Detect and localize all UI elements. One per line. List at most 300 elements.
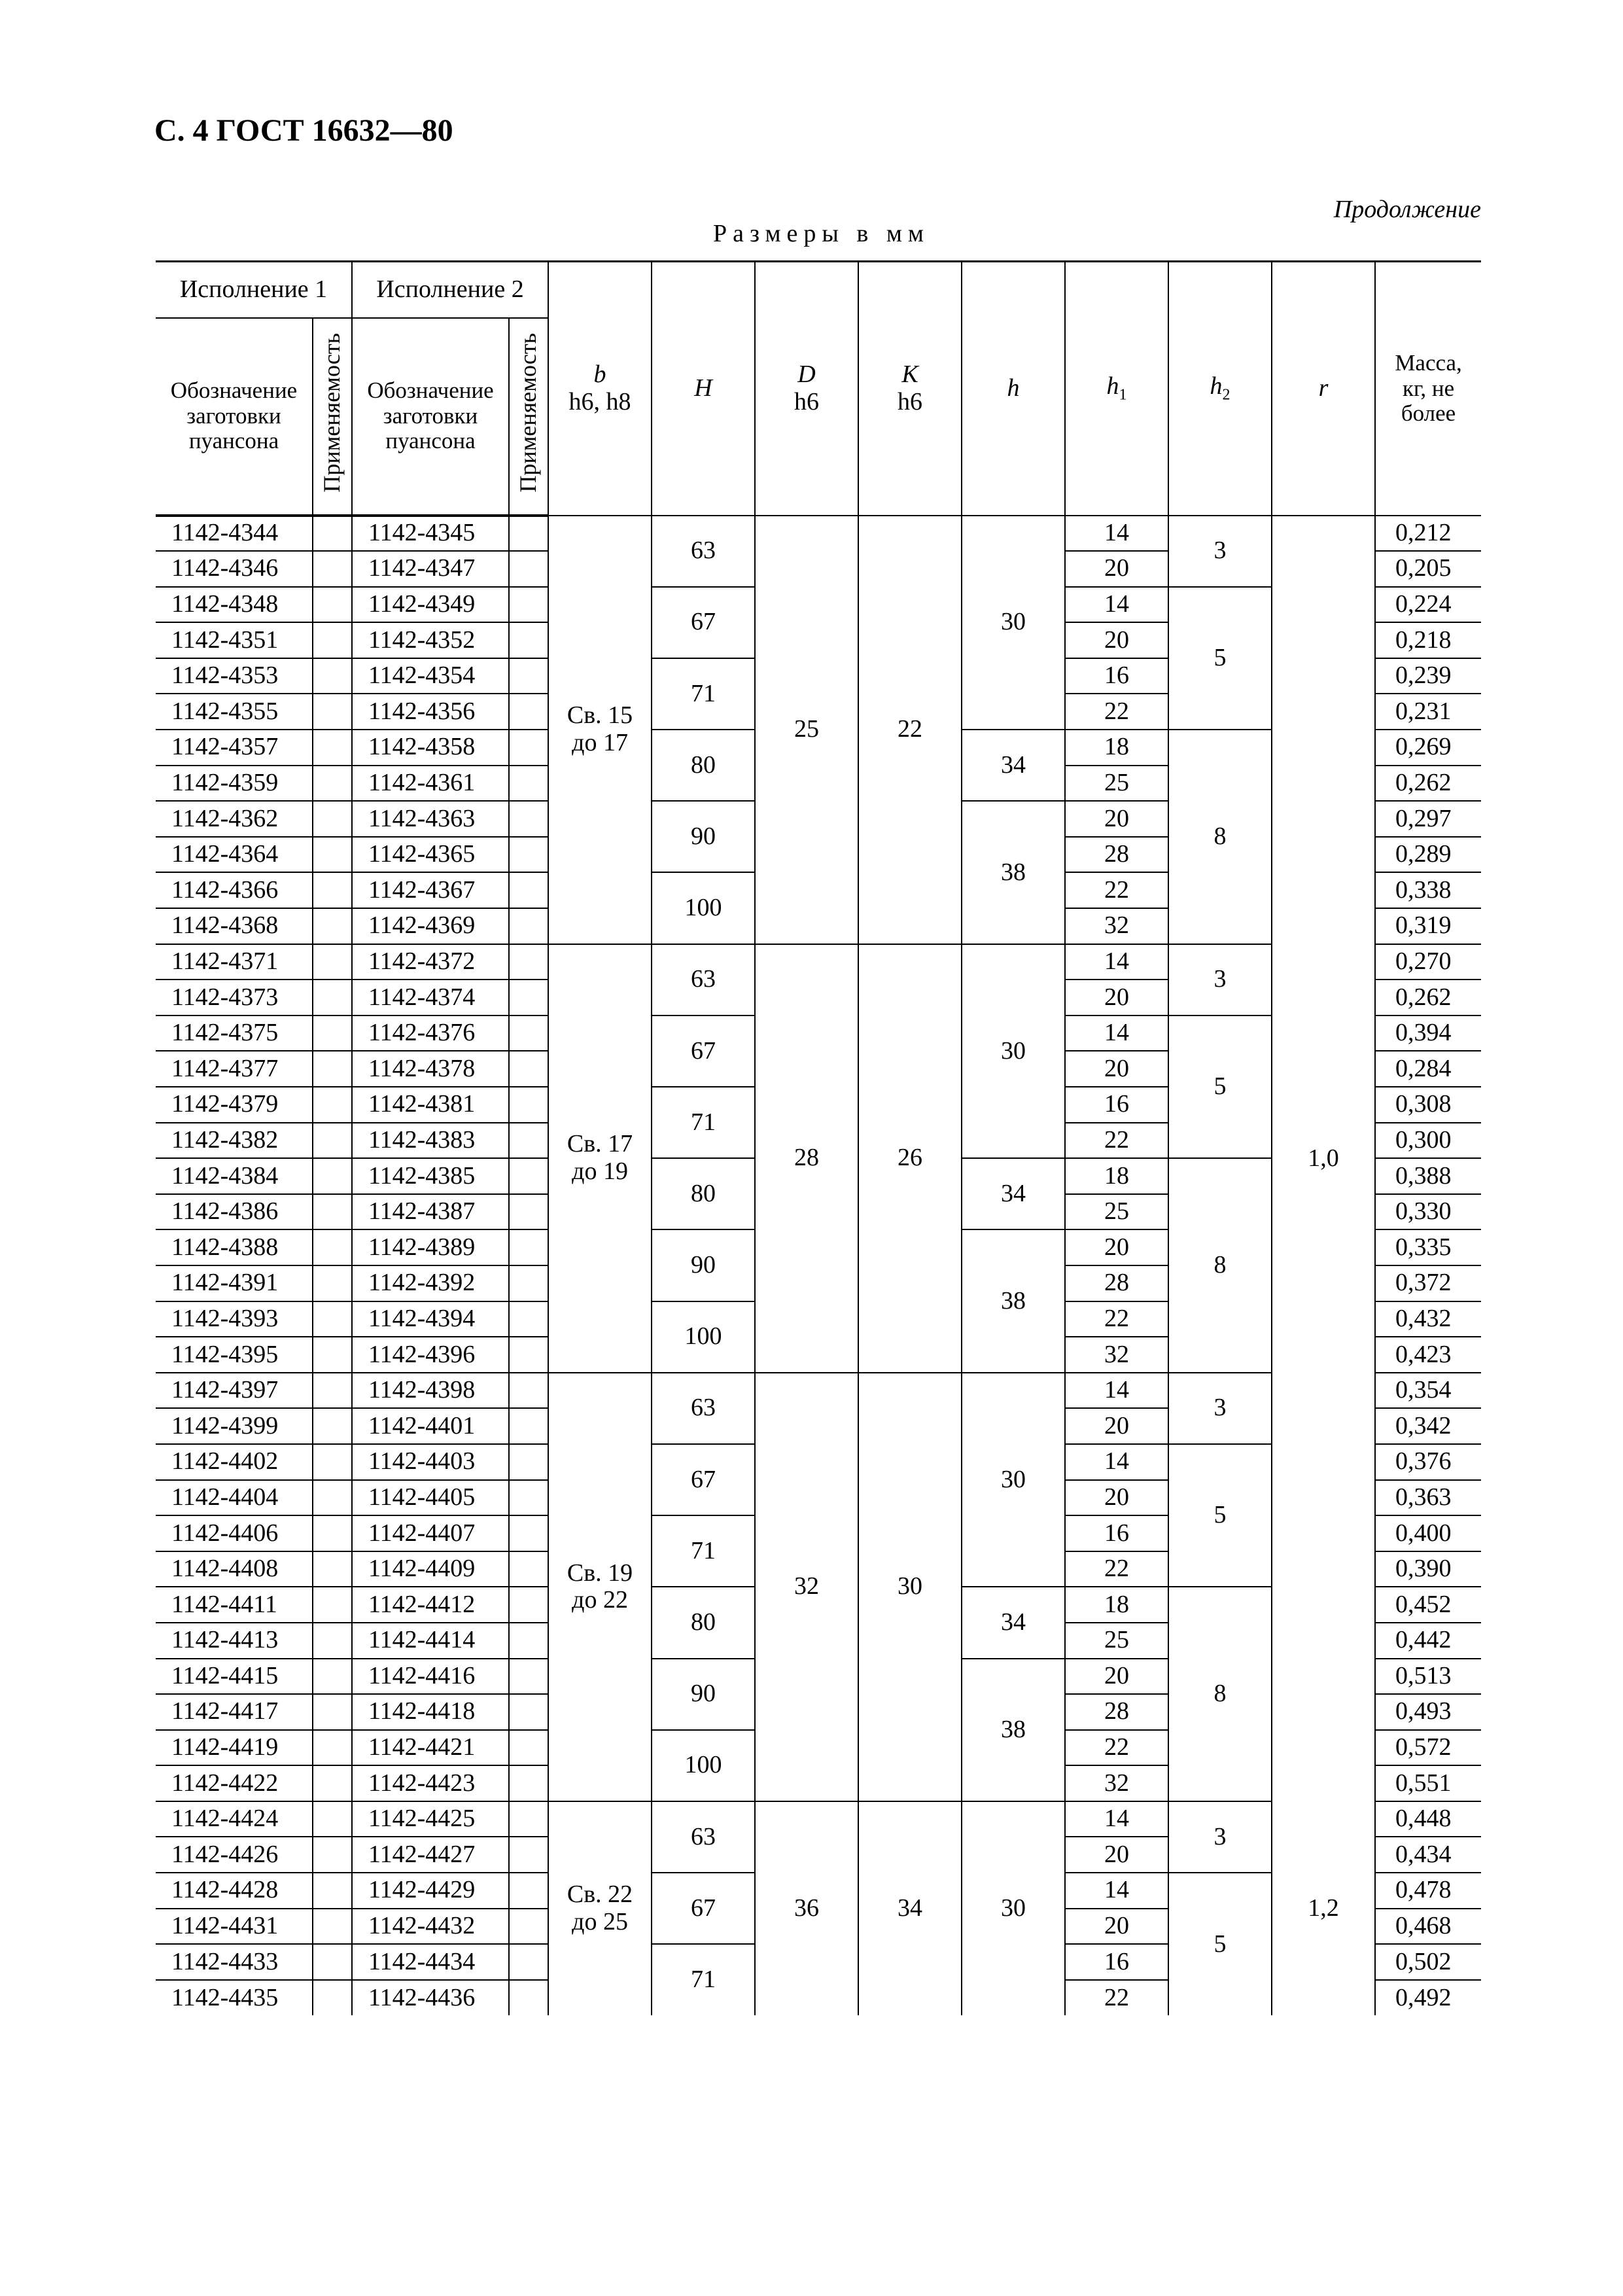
applicability-v1	[313, 1123, 352, 1159]
mass-value: 0,513	[1375, 1659, 1481, 1695]
D-value: 28	[755, 944, 858, 1373]
applicability-v2	[509, 908, 548, 944]
h1-value: 32	[1065, 908, 1168, 944]
designation-v1: 1142-4404	[156, 1480, 313, 1516]
designation-v1: 1142-4366	[156, 872, 313, 908]
designation-v2: 1142-4423	[352, 1765, 509, 1801]
b-tolerance: h6, h8	[568, 387, 631, 415]
applicability-v1	[313, 908, 352, 944]
b-range-from: Св. 19	[567, 1559, 633, 1587]
designation-header-v2: Обозначение заготовки пуансона	[352, 318, 509, 516]
mass-value: 0,551	[1375, 1765, 1481, 1801]
mass-value: 0,289	[1375, 837, 1481, 873]
designation-v2: 1142-4378	[352, 1051, 509, 1087]
applicability-v1	[313, 1051, 352, 1087]
H-value: 63	[652, 1373, 755, 1444]
applicability-v1	[313, 1408, 352, 1444]
mass-value: 0,269	[1375, 730, 1481, 766]
applicability-v2	[509, 1551, 548, 1587]
applicability-v1	[313, 1837, 352, 1873]
b-symbol: b	[593, 360, 606, 388]
applicability-v1	[313, 516, 352, 552]
h2-value: 8	[1168, 1158, 1272, 1373]
designation-v2: 1142-4383	[352, 1123, 509, 1159]
H-value: 100	[652, 1730, 755, 1801]
applicability-v2	[509, 1194, 548, 1230]
D-value: 32	[755, 1373, 858, 1801]
applicability-v1	[313, 1551, 352, 1587]
h1-value: 20	[1065, 1480, 1168, 1516]
h1-value: 22	[1065, 1730, 1168, 1766]
designation-v2: 1142-4385	[352, 1158, 509, 1194]
designation-v2: 1142-4425	[352, 1801, 509, 1837]
applicability-v2	[509, 1444, 548, 1480]
applicability-v2	[509, 694, 548, 730]
applicability-v2	[509, 658, 548, 694]
h1-value: 22	[1065, 1123, 1168, 1159]
h2-header	[1168, 262, 1272, 516]
applicability-v2	[509, 1765, 548, 1801]
h-value: 30	[962, 944, 1065, 1159]
applicability-label-v1: Применяемость	[319, 333, 345, 493]
r-value: 1,0	[1272, 516, 1375, 1801]
applicability-v1	[313, 1373, 352, 1409]
h1-value: 14	[1065, 944, 1168, 980]
applicability-v1	[313, 1265, 352, 1301]
b-range-cell	[548, 516, 652, 944]
b-range-to: до 25	[572, 1908, 628, 1936]
D-value: 25	[755, 516, 858, 944]
mass-value: 0,262	[1375, 980, 1481, 1016]
designation-v2: 1142-4396	[352, 1337, 509, 1373]
designation-v1: 1142-4413	[156, 1623, 313, 1659]
designation-v1: 1142-4375	[156, 1016, 313, 1051]
specification-table	[156, 260, 1481, 2015]
designation-v2: 1142-4363	[352, 801, 509, 837]
K-value: 26	[858, 944, 962, 1373]
H-value: 71	[652, 1087, 755, 1158]
D-value: 36	[755, 1801, 858, 2016]
page-title: С. 4 ГОСТ 16632—80	[154, 113, 453, 148]
designation-v2: 1142-4421	[352, 1730, 509, 1766]
applicability-v2	[509, 1801, 548, 1837]
h1-value: 20	[1065, 980, 1168, 1016]
h1-value: 20	[1065, 1837, 1168, 1873]
H-value: 100	[652, 1301, 755, 1373]
applicability-v2	[509, 1480, 548, 1516]
mass-value: 0,354	[1375, 1373, 1481, 1409]
applicability-v2	[509, 1659, 548, 1695]
b-range-from: Св. 22	[567, 1881, 633, 1909]
applicability-v1	[313, 766, 352, 802]
K-value: 30	[858, 1373, 962, 1801]
mass-value: 0,363	[1375, 1480, 1481, 1516]
mass-value: 0,432	[1375, 1301, 1481, 1337]
applicability-v1	[313, 1087, 352, 1123]
mass-value: 0,270	[1375, 944, 1481, 980]
H-value: 90	[652, 1229, 755, 1301]
applicability-v2	[509, 1944, 548, 1980]
mass-value: 0,400	[1375, 1515, 1481, 1551]
applicability-v1	[313, 1444, 352, 1480]
applicability-v2	[509, 1837, 548, 1873]
h1-symbol: h	[1106, 372, 1119, 400]
h1-value: 22	[1065, 694, 1168, 730]
H-value: 71	[652, 1944, 755, 2015]
designation-v1: 1142-4408	[156, 1551, 313, 1587]
designation-v2: 1142-4389	[352, 1229, 509, 1265]
h1-value: 25	[1065, 1623, 1168, 1659]
applicability-v2	[509, 1158, 548, 1194]
designation-v1: 1142-4379	[156, 1087, 313, 1123]
designation-v2: 1142-4387	[352, 1194, 509, 1230]
h2-value: 3	[1168, 1801, 1272, 1873]
h1-value: 16	[1065, 1087, 1168, 1123]
h1-value: 32	[1065, 1765, 1168, 1801]
designation-v1: 1142-4348	[156, 587, 313, 623]
designation-v2: 1142-4374	[352, 980, 509, 1016]
applicability-v1	[313, 1873, 352, 1909]
version2-header: Исполнение 2	[352, 262, 548, 318]
H-value: 80	[652, 730, 755, 801]
designation-v1: 1142-4402	[156, 1444, 313, 1480]
applicability-v2	[509, 1087, 548, 1123]
h2-value: 5	[1168, 587, 1272, 730]
h1-value: 16	[1065, 1515, 1168, 1551]
applicability-v1	[313, 1587, 352, 1623]
applicability-v2	[509, 980, 548, 1016]
designation-v1: 1142-4355	[156, 694, 313, 730]
h2-value: 3	[1168, 1373, 1272, 1444]
designation-v2: 1142-4427	[352, 1837, 509, 1873]
mass-value: 0,284	[1375, 1051, 1481, 1087]
h1-value: 14	[1065, 516, 1168, 552]
mass-value: 0,239	[1375, 658, 1481, 694]
r-header: r	[1272, 262, 1375, 516]
mass-value: 0,468	[1375, 1909, 1481, 1945]
designation-v1: 1142-4384	[156, 1158, 313, 1194]
h1-value: 20	[1065, 551, 1168, 587]
h2-value: 8	[1168, 1587, 1272, 1801]
applicability-v1	[313, 1229, 352, 1265]
applicability-v1	[313, 1515, 352, 1551]
mass-value: 0,372	[1375, 1265, 1481, 1301]
h1-value: 28	[1065, 1694, 1168, 1730]
designation-v1: 1142-4357	[156, 730, 313, 766]
mass-value: 0,492	[1375, 1980, 1481, 2016]
designation-v1: 1142-4406	[156, 1515, 313, 1551]
designation-v2: 1142-4381	[352, 1087, 509, 1123]
applicability-v2	[509, 516, 548, 552]
mass-value: 0,297	[1375, 801, 1481, 837]
mass-value: 0,218	[1375, 622, 1481, 658]
designation-v2: 1142-4372	[352, 944, 509, 980]
mass-value: 0,376	[1375, 1444, 1481, 1480]
applicability-v1	[313, 801, 352, 837]
h1-value: 20	[1065, 1229, 1168, 1265]
h1-value: 18	[1065, 1587, 1168, 1623]
h2-value: 5	[1168, 1444, 1272, 1587]
applicability-v1	[313, 1730, 352, 1766]
applicability-v2	[509, 1694, 548, 1730]
h1-header	[1065, 262, 1168, 516]
designation-v1: 1142-4424	[156, 1801, 313, 1837]
designation-v2: 1142-4376	[352, 1016, 509, 1051]
designation-v1: 1142-4415	[156, 1659, 313, 1695]
applicability-v2	[509, 1016, 548, 1051]
H-value: 67	[652, 1444, 755, 1515]
h1-value: 14	[1065, 1873, 1168, 1909]
designation-v1: 1142-4362	[156, 801, 313, 837]
designation-v2: 1142-4349	[352, 587, 509, 623]
table-row	[156, 1801, 1481, 1837]
applicability-v2	[509, 1123, 548, 1159]
designation-v2: 1142-4434	[352, 1944, 509, 1980]
applicability-v2	[509, 1623, 548, 1659]
applicability-v2	[509, 944, 548, 980]
applicability-v1	[313, 872, 352, 908]
b-range-cell	[548, 944, 652, 1373]
designation-v1: 1142-4391	[156, 1265, 313, 1301]
applicability-v1	[313, 551, 352, 587]
h1-value: 32	[1065, 1337, 1168, 1373]
K-tolerance: h6	[898, 387, 923, 415]
h2-subscript: 2	[1222, 386, 1230, 404]
H-value: 63	[652, 516, 755, 587]
K-value: 34	[858, 1801, 962, 2016]
h1-value: 28	[1065, 1265, 1168, 1301]
mass-value: 0,231	[1375, 694, 1481, 730]
designation-v2: 1142-4416	[352, 1659, 509, 1695]
mass-value: 0,330	[1375, 1194, 1481, 1230]
designation-v1: 1142-4435	[156, 1980, 313, 2016]
designation-v2: 1142-4345	[352, 516, 509, 552]
K-value: 22	[858, 516, 962, 944]
applicability-v1	[313, 980, 352, 1016]
designation-v2: 1142-4418	[352, 1694, 509, 1730]
h-value: 34	[962, 730, 1065, 801]
designation-v2: 1142-4394	[352, 1301, 509, 1337]
b-range-to: до 22	[572, 1586, 628, 1614]
h-value: 38	[962, 801, 1065, 944]
b-range-cell	[548, 1801, 652, 2016]
applicability-v2	[509, 1373, 548, 1409]
h1-value: 20	[1065, 1408, 1168, 1444]
h-value: 34	[962, 1587, 1065, 1658]
b-header	[548, 262, 652, 516]
applicability-v1	[313, 1944, 352, 1980]
h1-value: 22	[1065, 872, 1168, 908]
applicability-v1	[313, 1623, 352, 1659]
applicability-v1	[313, 1016, 352, 1051]
applicability-header-v2	[509, 318, 548, 516]
applicability-v2	[509, 622, 548, 658]
designation-v1: 1142-4399	[156, 1408, 313, 1444]
H-value: 63	[652, 1801, 755, 1873]
designation-v1: 1142-4395	[156, 1337, 313, 1373]
H-value: 67	[652, 1016, 755, 1087]
h2-value: 3	[1168, 944, 1272, 1016]
applicability-v1	[313, 1480, 352, 1516]
mass-value: 0,452	[1375, 1587, 1481, 1623]
designation-v1: 1142-4419	[156, 1730, 313, 1766]
designation-v1: 1142-4433	[156, 1944, 313, 1980]
designation-v2: 1142-4365	[352, 837, 509, 873]
h1-value: 25	[1065, 1194, 1168, 1230]
designation-v2: 1142-4436	[352, 1980, 509, 2016]
designation-v1: 1142-4344	[156, 516, 313, 552]
applicability-v2	[509, 1730, 548, 1766]
designation-v2: 1142-4414	[352, 1623, 509, 1659]
designation-v1: 1142-4368	[156, 908, 313, 944]
applicability-v1	[313, 944, 352, 980]
applicability-v2	[509, 1980, 548, 2016]
mass-value: 0,342	[1375, 1408, 1481, 1444]
h2-value: 8	[1168, 730, 1272, 944]
designation-v1: 1142-4422	[156, 1765, 313, 1801]
designation-v2: 1142-4403	[352, 1444, 509, 1480]
h1-value: 22	[1065, 1551, 1168, 1587]
h1-value: 20	[1065, 622, 1168, 658]
table-body	[156, 516, 1481, 2016]
h1-value: 18	[1065, 1158, 1168, 1194]
h1-value: 16	[1065, 1944, 1168, 1980]
applicability-v1	[313, 1301, 352, 1337]
H-value: 67	[652, 1873, 755, 1944]
mass-value: 0,319	[1375, 908, 1481, 944]
applicability-label-v2: Применяемость	[515, 333, 542, 493]
designation-v1: 1142-4377	[156, 1051, 313, 1087]
mass-value: 0,394	[1375, 1016, 1481, 1051]
mass-value: 0,478	[1375, 1873, 1481, 1909]
designation-v1: 1142-4351	[156, 622, 313, 658]
designation-v2: 1142-4361	[352, 766, 509, 802]
h1-value: 20	[1065, 1909, 1168, 1945]
designation-v2: 1142-4354	[352, 658, 509, 694]
H-value: 90	[652, 801, 755, 872]
designation-v1: 1142-4388	[156, 1229, 313, 1265]
H-value: 71	[652, 1515, 755, 1587]
H-value: 80	[652, 1158, 755, 1229]
mass-value: 0,493	[1375, 1694, 1481, 1730]
designation-v2: 1142-4432	[352, 1909, 509, 1945]
applicability-v1	[313, 1909, 352, 1945]
h-header: h	[962, 262, 1065, 516]
h1-value: 14	[1065, 1444, 1168, 1480]
K-header	[858, 262, 962, 516]
h2-value: 3	[1168, 516, 1272, 587]
designation-v1: 1142-4386	[156, 1194, 313, 1230]
applicability-v1	[313, 837, 352, 873]
applicability-v2	[509, 587, 548, 623]
mass-value: 0,308	[1375, 1087, 1481, 1123]
applicability-v2	[509, 1229, 548, 1265]
designation-v2: 1142-4392	[352, 1265, 509, 1301]
designation-v1: 1142-4353	[156, 658, 313, 694]
designation-v1: 1142-4371	[156, 944, 313, 980]
h1-value: 16	[1065, 658, 1168, 694]
mass-value: 0,442	[1375, 1623, 1481, 1659]
applicability-v2	[509, 1515, 548, 1551]
H-value: 90	[652, 1659, 755, 1730]
mass-header: Масса, кг, не более	[1375, 262, 1481, 516]
units-label: Размеры в мм	[713, 220, 930, 247]
designation-v1: 1142-4373	[156, 980, 313, 1016]
table-row	[156, 516, 1481, 552]
applicability-v2	[509, 766, 548, 802]
h-value: 30	[962, 1801, 1065, 2016]
designation-v1: 1142-4428	[156, 1873, 313, 1909]
applicability-v2	[509, 801, 548, 837]
designation-v1: 1142-4359	[156, 766, 313, 802]
mass-value: 0,572	[1375, 1730, 1481, 1766]
applicability-v1	[313, 694, 352, 730]
applicability-v2	[509, 1587, 548, 1623]
b-range-to: до 19	[572, 1157, 628, 1186]
applicability-v1	[313, 1659, 352, 1695]
designation-v1: 1142-4417	[156, 1694, 313, 1730]
r-value: 1,2	[1272, 1801, 1375, 2016]
D-symbol: D	[797, 360, 816, 388]
applicability-v1	[313, 1980, 352, 2016]
H-value: 71	[652, 658, 755, 730]
h1-value: 14	[1065, 1373, 1168, 1409]
designation-v2: 1142-4401	[352, 1408, 509, 1444]
H-value: 100	[652, 872, 755, 944]
designation-v1: 1142-4364	[156, 837, 313, 873]
b-range-from: Св. 17	[567, 1130, 633, 1158]
continuation-label: Продолжение	[1333, 196, 1481, 223]
designation-v2: 1142-4409	[352, 1551, 509, 1587]
designation-v2: 1142-4352	[352, 622, 509, 658]
applicability-v1	[313, 1337, 352, 1373]
applicability-v1	[313, 1158, 352, 1194]
applicability-v1	[313, 1801, 352, 1837]
applicability-v2	[509, 551, 548, 587]
applicability-v2	[509, 1337, 548, 1373]
applicability-v2	[509, 1051, 548, 1087]
H-value: 63	[652, 944, 755, 1016]
applicability-v1	[313, 1194, 352, 1230]
designation-v2: 1142-4407	[352, 1515, 509, 1551]
D-header	[755, 262, 858, 516]
h-value: 30	[962, 516, 1065, 730]
applicability-v2	[509, 837, 548, 873]
h1-subscript: 1	[1119, 386, 1127, 404]
H-header: H	[652, 262, 755, 516]
h1-value: 25	[1065, 766, 1168, 802]
designation-v1: 1142-4346	[156, 551, 313, 587]
mass-value: 0,205	[1375, 551, 1481, 587]
applicability-v2	[509, 872, 548, 908]
mass-value: 0,300	[1375, 1123, 1481, 1159]
mass-value: 0,434	[1375, 1837, 1481, 1873]
b-range-from: Св. 15	[567, 701, 633, 730]
mass-value: 0,224	[1375, 587, 1481, 623]
applicability-header-v1	[313, 318, 352, 516]
designation-header-v1: Обозначение заготовки пуансона	[156, 318, 313, 516]
applicability-v1	[313, 1765, 352, 1801]
applicability-v1	[313, 1694, 352, 1730]
h2-value: 5	[1168, 1873, 1272, 2015]
mass-value: 0,262	[1375, 766, 1481, 802]
D-tolerance: h6	[794, 387, 820, 415]
designation-v2: 1142-4358	[352, 730, 509, 766]
h2-value: 5	[1168, 1016, 1272, 1158]
designation-v2: 1142-4356	[352, 694, 509, 730]
designation-v1: 1142-4426	[156, 1837, 313, 1873]
applicability-v2	[509, 1408, 548, 1444]
